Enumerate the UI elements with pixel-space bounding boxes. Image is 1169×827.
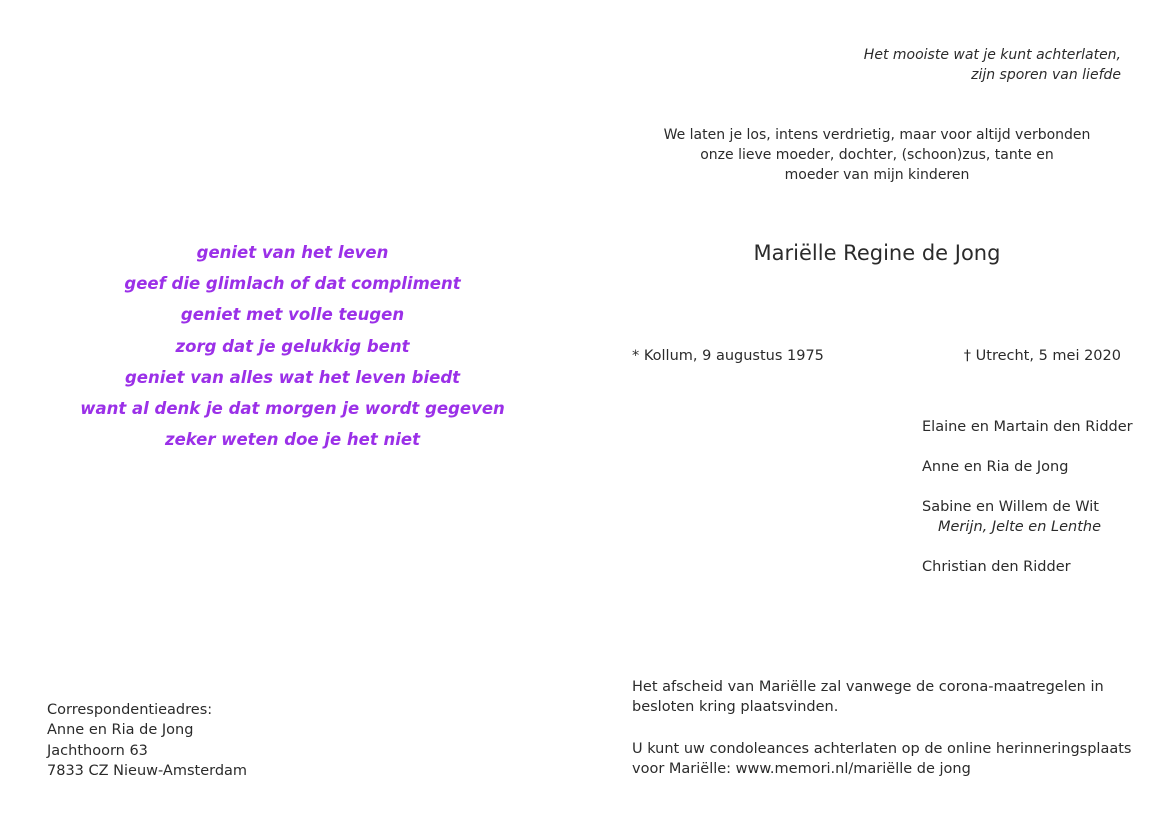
poem-line-6: want al denk je dat morgen je wordt gegeven: [80, 398, 505, 418]
correspondence-city: 7833 CZ Nieuw-Amsterdam: [47, 762, 248, 779]
farewell-paragraph-2: U kunt uw condoleances achterlaten op de online herinneringsplaats voor Mariëlle: www.memori.nl/mariëlle de jong: [632, 741, 1132, 777]
correspondence-street: Jachthoorn 63: [47, 742, 148, 759]
farewell-text: [632, 677, 1132, 801]
poem-line-7: zeker weten doe je het niet: [165, 430, 420, 450]
intro-text: [632, 125, 1122, 185]
poem-line-5: geniet van alles wat het leven biedt: [124, 367, 461, 387]
motto-line-1: Het mooiste wat je kunt achterlaten,: [863, 47, 1121, 63]
family-group-3-parents: Sabine en Willem de Wit: [922, 499, 1099, 515]
poem-line-2: geef die glimlach of dat compliment: [124, 274, 461, 294]
poem-line-3: geniet met volle teugen: [180, 305, 405, 325]
correspondence-label: Correspondentieadres:: [47, 702, 213, 718]
family-group-3: [922, 497, 1133, 537]
intro-line-3: moeder van mijn kinderen: [784, 167, 970, 183]
birth-date: * Kollum, 9 augustus 1975: [632, 348, 824, 364]
family-group-4: Christian den Ridder: [922, 559, 1071, 575]
poem: [60, 240, 525, 458]
motto: [864, 45, 1121, 85]
correspondence-names: Anne en Ria de Jong: [47, 722, 194, 739]
deceased-name: Mariëlle Regine de Jong: [753, 241, 1001, 265]
intro-line-2: onze lieve moeder, dochter, (schoon)zus, tante en: [700, 147, 1054, 163]
poem-line-4: zorg dat je gelukkig bent: [175, 336, 410, 356]
farewell-paragraph-1: Het afscheid van Mariëlle zal vanwege de corona-maatregelen in besloten kring plaatsvinden.: [632, 679, 1104, 715]
poem-line-1: geniet van het leven: [196, 243, 389, 262]
motto-line-2: zijn sporen van liefde: [971, 67, 1121, 83]
intro-line-1: We laten je los, intens verdrietig, maar voor altijd verbonden: [663, 127, 1091, 143]
correspondence-address: [47, 700, 247, 781]
family-group-1: Elaine en Martain den Ridder: [922, 419, 1133, 435]
death-date: † Utrecht, 5 mei 2020: [963, 348, 1121, 364]
family-list: [922, 417, 1133, 597]
family-group-2: Anne en Ria de Jong: [922, 459, 1069, 475]
family-group-3-children: Merijn, Jelte en Lenthe: [938, 519, 1102, 535]
